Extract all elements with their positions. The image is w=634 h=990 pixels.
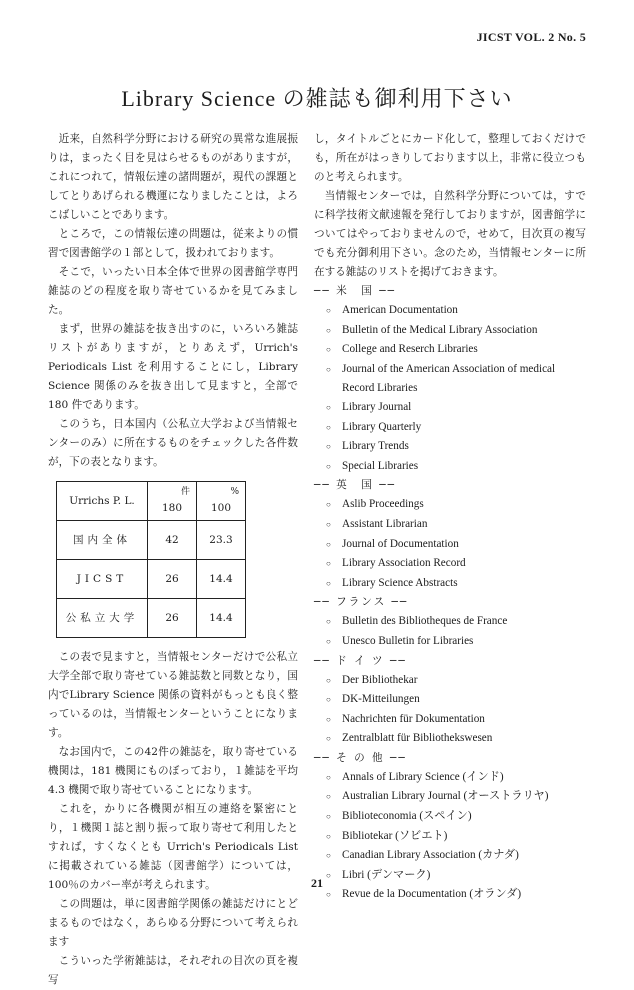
- journal-list-item: [314, 729, 586, 749]
- journal-title: Library Association Record: [342, 557, 466, 570]
- bullet-icon: ○: [326, 442, 331, 452]
- row-count: 26: [148, 599, 197, 638]
- bullet-icon: ○: [326, 539, 331, 549]
- journal-title: Special Libraries: [342, 459, 419, 472]
- article-title: Library Science の雑誌も御利用下さい: [121, 86, 513, 111]
- table-header-pct: [197, 482, 246, 521]
- row-pct: 23.3: [197, 521, 246, 560]
- journal-title: Library Quarterly: [342, 420, 422, 433]
- paragraph: こういった学術雑誌は，それぞれの目次の頁を複写: [48, 955, 298, 986]
- journal-list-item: [314, 554, 586, 574]
- journal-title: Journal of the American Association of medical Record Libraries: [342, 362, 556, 395]
- journal-title: Bulletin des Bibliotheques de France: [342, 615, 508, 628]
- total-count: 180: [161, 501, 183, 514]
- journal-list-item: [314, 321, 586, 341]
- journal-list-item: [314, 515, 586, 535]
- bullet-icon: ○: [326, 306, 331, 315]
- right-column: [314, 130, 586, 905]
- journal-list-item: [314, 690, 586, 710]
- pct-unit: %: [230, 487, 239, 497]
- bullet-icon: ○: [326, 422, 331, 432]
- journal-title: Bibliotekar (ソビエト): [342, 829, 448, 842]
- bullet-icon: ○: [326, 734, 331, 744]
- table-header-label: Urrichs P. L.: [57, 482, 148, 521]
- journal-title: Revue de la Documentation (オランダ): [342, 888, 522, 901]
- section-heading-other: ── そ の 他 ──: [314, 751, 407, 764]
- bullet-icon: ○: [326, 870, 331, 880]
- journal-list-item: [314, 710, 586, 730]
- bullet-icon: ○: [326, 500, 331, 510]
- journal-title: Journal of Documentation: [342, 537, 459, 550]
- paragraph: 近来，自然科学分野における研究の異常な進展振りは，まったく目を見はらせるものがありますが，これにつれて，情報伝達の諸問題が，現代の課題としてとりあげられる機運になりましたことは，よろこばしいことであります。: [48, 133, 298, 221]
- journal-list-item: [314, 632, 586, 652]
- journal-list-item: [314, 807, 586, 827]
- journal-list-item: [314, 671, 586, 691]
- paragraph: まず，世界の雑誌を抜き出すのに，いろいろ雑誌リストがありますが，とりあえず，Urrich's Periodicals List を利用することにし，Library Science 関係のみを抜き出して見ますと，全部で 180 件であります。: [48, 323, 298, 411]
- table-header-count: [148, 482, 197, 521]
- journal-list-item: [314, 495, 586, 515]
- bullet-icon: ○: [326, 695, 331, 705]
- total-pct: 100: [210, 501, 232, 514]
- section-heading-germany: ── ド イ ツ ──: [314, 654, 407, 667]
- bullet-icon: ○: [326, 714, 331, 724]
- journal-list-item: [314, 535, 586, 555]
- journal-title: Bulletin of the Medical Library Association: [342, 323, 538, 336]
- paragraph: 当情報センターでは，自然科学分野については，すでに科学技術文献速報を発行しておりますが，図書館学についてはやっておりませんので，せめて，目次頁の複写でも充分御利用下さい。念のため，当情報センターに所在する雑誌のリストを掲げておきます。: [314, 190, 586, 278]
- bullet-icon: ○: [326, 890, 331, 900]
- journal-list-item: [314, 398, 586, 418]
- journal-list-germany: [314, 671, 586, 749]
- journal-title: Annals of Library Science (インド): [342, 770, 504, 783]
- journal-title: College and Reserch Libraries: [342, 343, 478, 356]
- bullet-icon: ○: [326, 559, 331, 569]
- bullet-icon: ○: [326, 519, 331, 529]
- journal-title: Der Bibliothekar: [342, 673, 418, 686]
- left-column: [48, 130, 298, 990]
- bullet-icon: ○: [326, 792, 331, 802]
- count-unit: 件: [180, 487, 190, 497]
- row-pct: 14.4: [197, 560, 246, 599]
- bullet-icon: ○: [326, 402, 331, 412]
- row-count: 26: [148, 560, 197, 599]
- journal-list-item: [314, 574, 586, 594]
- bullet-icon: ○: [326, 345, 331, 355]
- journal-title: Biblioteconomia (スペイン): [342, 810, 472, 823]
- paragraph: これを，かりに各機関が相互の連絡を緊密にとり，１機関１誌と割り振って取り寄せて利用したとすれば，すくなくとも Urrich's Periodicals List に掲載されている雑誌（図書館学）については，100％のカバー率が考えられます。: [48, 803, 298, 891]
- table-row: [57, 560, 246, 599]
- journal-list-item: [314, 787, 586, 807]
- journal-title: Libri (デンマーク): [342, 868, 431, 881]
- bullet-icon: ○: [326, 772, 331, 782]
- paragraph: なお国内で，この42件の雑誌を，取り寄せている機関は，181 機関にものぼっており，１雑誌を平均 4.3 機関で取り寄せていることになります。: [48, 746, 298, 796]
- paragraph: ところで，この情報伝達の問題は，従来よりの慣習で図書館学の１部として，扱われております。: [48, 228, 298, 259]
- journal-list-item: [314, 418, 586, 438]
- journal-list-item: [314, 301, 586, 321]
- bullet-icon: ○: [326, 364, 331, 374]
- journal-list-uk: [314, 495, 586, 593]
- journal-list-item: [314, 457, 586, 477]
- journal-list-item: [314, 768, 586, 788]
- paragraph: この問題は，単に図書館学関係の雑誌だけにとどまるものではなく，あらゆる分野について考えられます: [48, 898, 298, 948]
- journal-list-item: [314, 846, 586, 866]
- table-row: [57, 521, 246, 560]
- paragraph: し，タイトルごとにカード化して，整理しておくだけでも，所在がはっきりしております以上，非常に役立つものと考えられます。: [314, 133, 586, 183]
- journal-title: Australian Library Journal (オーストラリヤ): [342, 790, 549, 803]
- journal-list-item: [314, 437, 586, 457]
- journal-title: Aslib Proceedings: [342, 498, 424, 511]
- section-heading-uk: ── 英 国 ──: [314, 479, 397, 492]
- bullet-icon: ○: [326, 461, 331, 471]
- journal-list-item: [314, 340, 586, 360]
- bullet-icon: ○: [326, 617, 331, 627]
- journal-list-france: [314, 612, 586, 651]
- table-header-row: [57, 482, 246, 521]
- journal-header: JICST VOL. 2 No. 5: [476, 30, 586, 44]
- bullet-icon: ○: [326, 675, 331, 685]
- bullet-icon: ○: [326, 578, 331, 588]
- bullet-icon: ○: [326, 636, 331, 646]
- bullet-icon: ○: [326, 325, 331, 335]
- journal-title: Library Journal: [342, 400, 412, 413]
- journal-title: Unesco Bulletin for Libraries: [342, 634, 474, 647]
- row-label: JICST: [57, 560, 148, 599]
- paragraph: そこで，いったい日本全体で世界の図書館学専門雑誌のどの程度を取り寄せているかを見てみました。: [48, 266, 298, 316]
- journal-title: Assistant Librarian: [342, 517, 428, 530]
- page-number: 21: [311, 876, 323, 890]
- section-heading-france: ── フランス ──: [314, 596, 409, 609]
- row-label: 公私立大学: [57, 599, 148, 638]
- paragraph: この表で見ますと，当情報センターだけで公私立大学全部で取り寄せている雑誌数と同数となり，国内でLibrary Science 関係の資料がもっとも良く整っているのは，当情報センターということになります。: [48, 651, 298, 739]
- journal-list-item: [314, 827, 586, 847]
- journal-list-item: [314, 612, 586, 632]
- journal-title: Library Trends: [342, 440, 409, 453]
- journal-title: Library Science Abstracts: [342, 576, 458, 589]
- journal-title: DK-Mitteilungen: [342, 693, 420, 706]
- bullet-icon: ○: [326, 831, 331, 841]
- bullet-icon: ○: [326, 812, 331, 822]
- section-heading-us: ── 米 国 ──: [314, 285, 397, 297]
- holdings-table: [56, 481, 246, 638]
- journal-title: Zentralblatt für Bibliothekswesen: [342, 732, 493, 745]
- paragraph: このうち，日本国内（公私立大学および当情報センターのみ）に所在するものをチェックした各件数が，下の表となります。: [48, 418, 298, 468]
- journal-title: American Documentation: [342, 304, 458, 316]
- journal-title: Nachrichten für Dokumentation: [342, 712, 485, 725]
- bullet-icon: ○: [326, 851, 331, 861]
- journal-title: Canadian Library Association (カナダ): [342, 849, 519, 862]
- table-row: [57, 599, 246, 638]
- journal-list-us: [314, 301, 586, 476]
- row-count: 42: [148, 521, 197, 560]
- row-label: 国内全体: [57, 521, 148, 560]
- row-pct: 14.4: [197, 599, 246, 638]
- journal-list-item: [314, 360, 586, 398]
